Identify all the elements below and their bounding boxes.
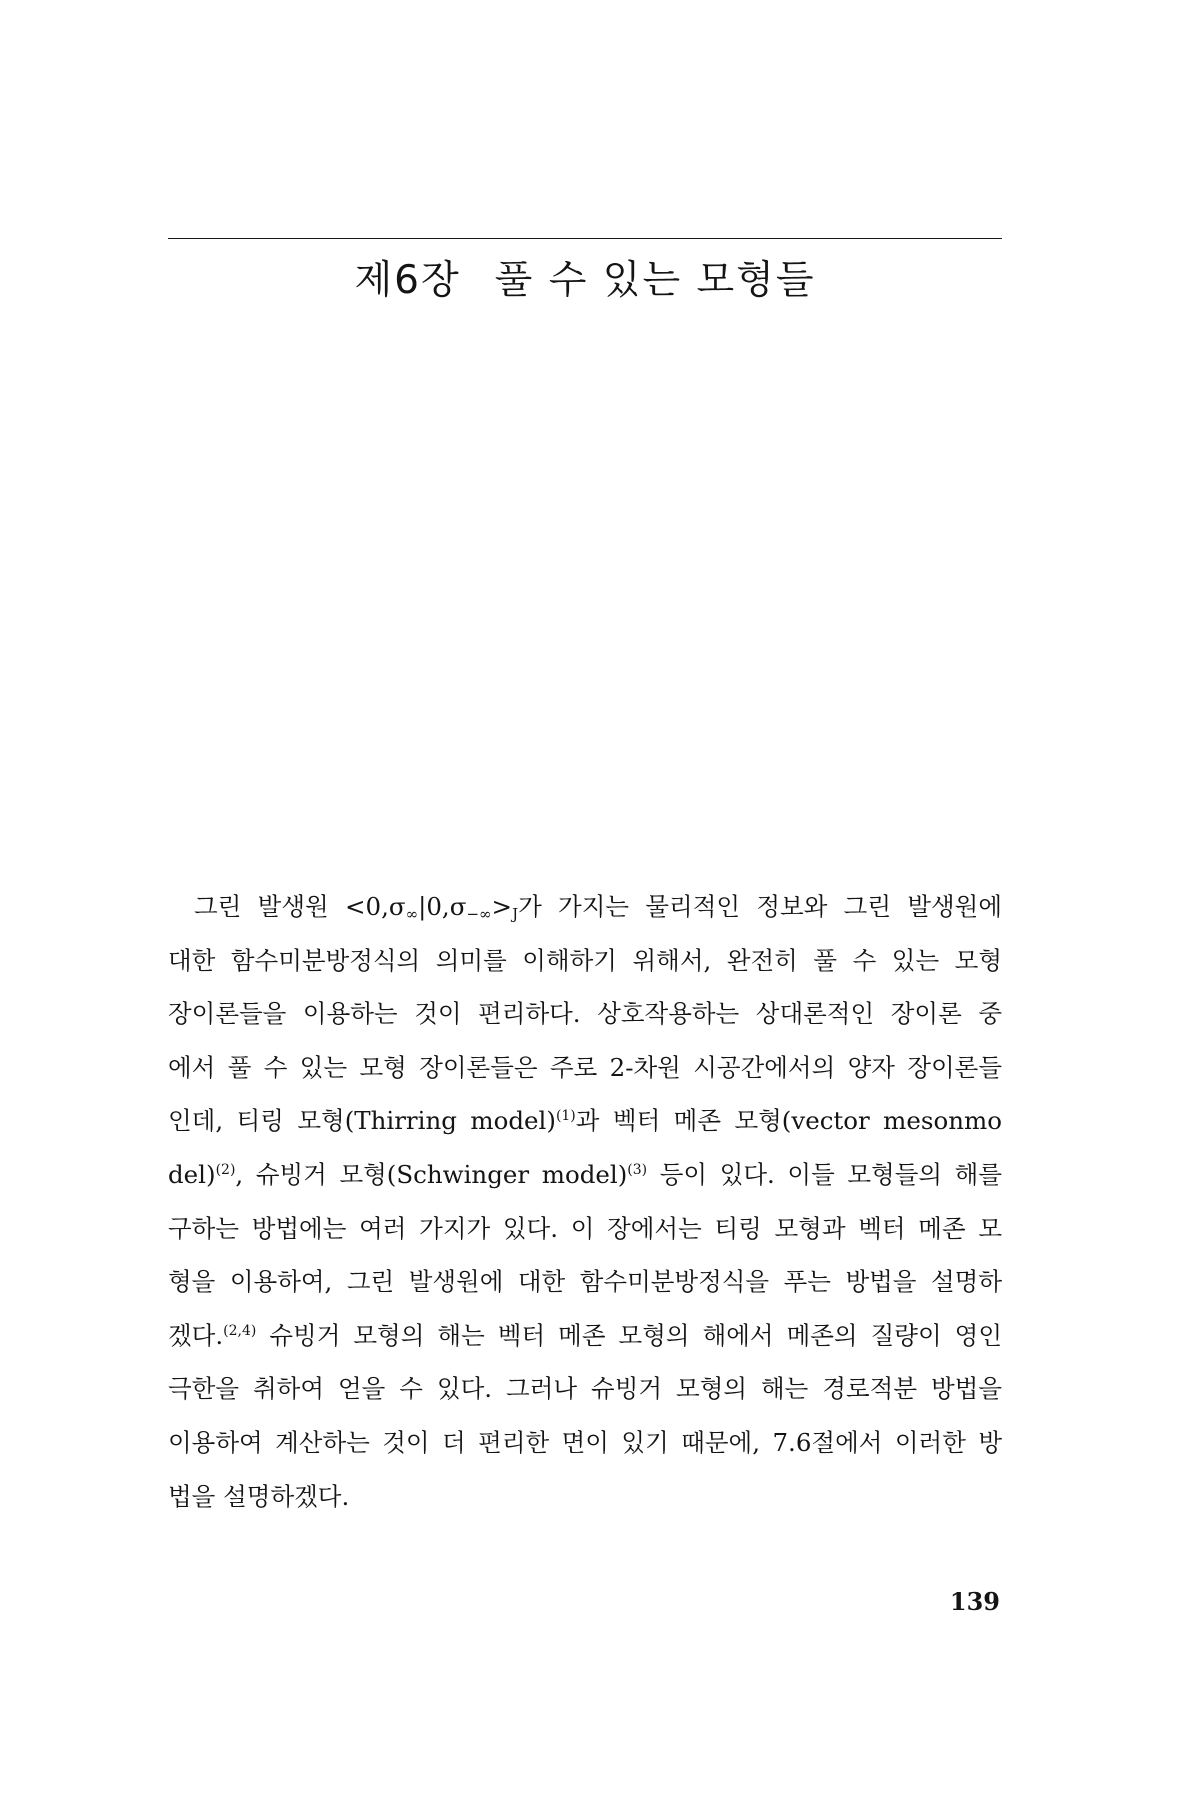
text-run: 슈빙거 모형의 해는 벡터 메존 모형의 해에서 메존의 질량이 영인: [256, 1320, 1002, 1350]
text-run: |0,σ: [418, 892, 467, 921]
paragraph-line-9: [168, 1309, 1002, 1363]
paragraph-line-3: 장이론들을 이용하는 것이 편리하다. 상호작용하는 상대론적인 장이론 중: [168, 999, 1002, 1029]
text-run: 가 가지는 물리적인 정보와 그린 발생원에: [518, 892, 1002, 921]
paragraph-line-11: 이용하여 계산하는 것이 더 편리한 면이 있기 때문에, 7.6절에서 이러한 방: [168, 1427, 1002, 1457]
paragraph-line-10: 극한을 취하여 얻을 수 있다. 그러나 슈빙거 모형의 해는 경로적분 방법을: [168, 1374, 1002, 1404]
paragraph-line-7: 구하는 방법에는 여러 가지가 있다. 이 장에서는 티링 모형과 벡터 메존 모: [168, 1213, 1002, 1243]
text-run: 그린 발생원 <0,σ: [194, 892, 406, 921]
text-run: 인데, 티링 모형(Thirring model): [168, 1106, 556, 1136]
page-number: 139: [949, 1587, 1000, 1616]
reference-mark: (2): [215, 1161, 236, 1178]
paragraph-line-1: [168, 880, 1002, 934]
subscript: −∞: [466, 905, 492, 923]
chapter-heading: [168, 258, 1002, 305]
body-paragraph: [168, 880, 1002, 1523]
subscript: ∞: [405, 905, 419, 923]
reference-mark: (1): [555, 1108, 576, 1125]
text-run: >: [491, 892, 513, 921]
text-run: 과 벡터 메존 모형(vector mesonmo: [575, 1106, 1002, 1136]
reference-mark: (3): [627, 1161, 648, 1178]
text-run: 겠다.: [168, 1320, 224, 1350]
text-run: del): [168, 1159, 216, 1189]
paragraph-line-2: 대한 함수미분방정식의 의미를 이해하기 위해서, 완전히 풀 수 있는 모형: [168, 945, 1002, 975]
chapter-title: 풀 수 있는 모형들: [494, 258, 816, 303]
reference-mark: (2,4): [223, 1322, 257, 1339]
paragraph-line-6: [168, 1148, 1002, 1202]
chapter-label: 제6장: [354, 258, 461, 303]
paragraph-line-12: 법을 설명하겠다.: [168, 1481, 350, 1511]
paragraph-line-8: 형을 이용하여, 그린 발생원에 대한 함수미분방정식을 푸는 방법을 설명하: [168, 1267, 1002, 1297]
text-run: 등이 있다. 이들 모형들의 해를: [647, 1159, 1002, 1189]
subscript: J: [512, 905, 519, 923]
text-run: , 슈빙거 모형(Schwinger model): [235, 1159, 628, 1189]
paragraph-line-5: [168, 1094, 1002, 1148]
chapter-rule: [168, 238, 1002, 239]
paragraph-line-4: 에서 풀 수 있는 모형 장이론들은 주로 2-차원 시공간에서의 양자 장이론들: [168, 1052, 1002, 1082]
